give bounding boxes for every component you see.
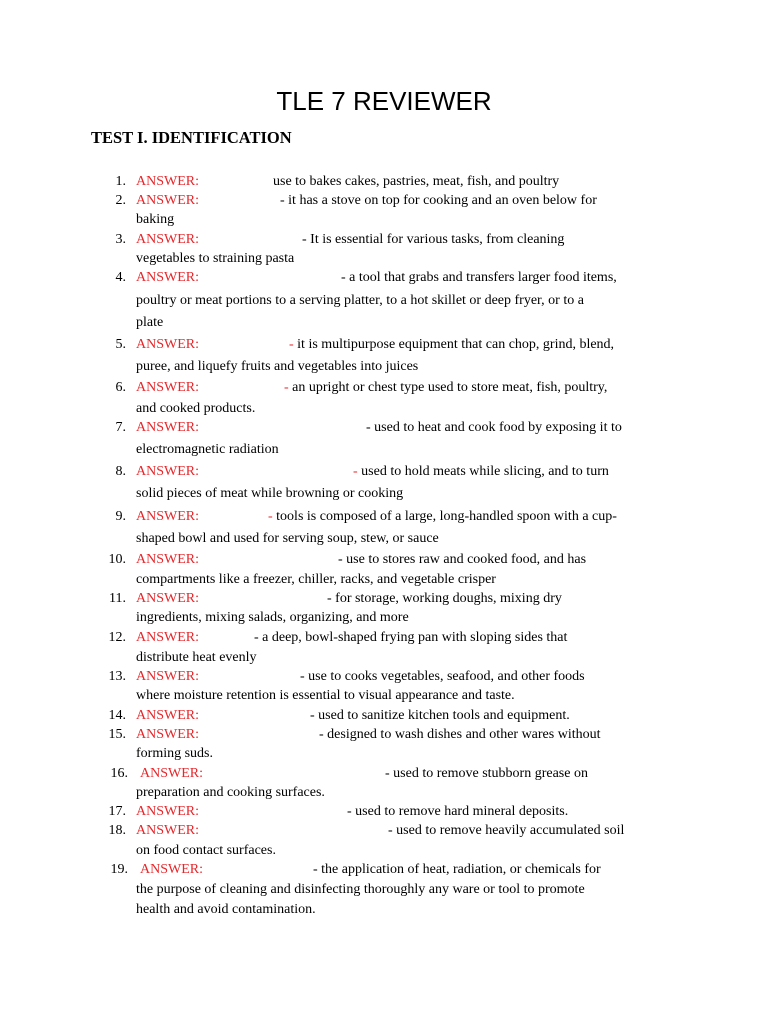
item-text-line-2: where moisture retention is essential to visual appearance and taste.	[136, 688, 515, 703]
item-text-line-1	[302, 232, 564, 248]
answer-label: ANSWER:	[136, 270, 199, 285]
item-text-line-2: ingredients, mixing salads, organizing, and more	[136, 610, 409, 625]
item-text: - for storage, working doughs, mixing dry	[327, 591, 562, 606]
item-text-line-1	[338, 552, 586, 568]
item-text-line-2: electromagnetic radiation	[136, 442, 279, 457]
item-number: 5.	[115, 337, 126, 352]
answer-dash: -	[284, 380, 293, 395]
item-text-line-1	[280, 193, 597, 209]
item-text-line-1	[289, 337, 614, 353]
page-title: TLE 7 REVIEWER	[276, 86, 492, 116]
answer-label: ANSWER:	[136, 552, 199, 567]
item-number: 1.	[115, 174, 126, 189]
item-text-line-1	[353, 464, 609, 480]
item-text-line-3: plate	[136, 315, 164, 330]
item-text-line-1	[313, 862, 601, 878]
answer-label: ANSWER:	[136, 232, 199, 247]
item-text-line-1	[284, 380, 607, 396]
item-number: 7.	[115, 420, 126, 435]
item-text-line-1	[310, 708, 570, 724]
item-text-line-2: puree, and liquefy fruits and vegetables into juices	[136, 359, 419, 374]
item-text: - a deep, bowl-shaped frying pan with sloping sides that	[254, 630, 568, 645]
section-heading: TEST I. IDENTIFICATION	[91, 128, 292, 147]
item-number: 3.	[115, 232, 126, 247]
answer-label: ANSWER:	[136, 380, 199, 395]
answer-label: ANSWER:	[136, 727, 199, 742]
item-text-line-1	[385, 766, 588, 782]
item-text-line-1	[341, 270, 617, 286]
item-number: 18.	[108, 823, 126, 838]
item-text: used to hold meats while slicing, and to turn	[361, 464, 609, 479]
answer-label: ANSWER:	[136, 669, 199, 684]
item-text: tools is composed of a large, long-handled spoon with a cup-	[276, 509, 617, 524]
item-text: - used to sanitize kitchen tools and equipment.	[310, 708, 570, 723]
item-text-line-1	[268, 509, 617, 525]
item-text-line-2: forming suds.	[136, 746, 213, 761]
item-text: - use to stores raw and cooked food, and has	[338, 552, 587, 567]
item-text-line-2: and cooked products.	[136, 401, 256, 416]
item-text-line-2: on food contact surfaces.	[136, 843, 276, 858]
answer-dash: -	[353, 464, 362, 479]
item-text: it is multipurpose equipment that can chop, grind, blend,	[297, 337, 615, 352]
item-text-line-2: shaped bowl and used for serving soup, stew, or sauce	[136, 531, 439, 546]
item-number: 15.	[108, 727, 126, 742]
item-text-line-1	[347, 804, 568, 820]
item-number: 12.	[108, 630, 126, 645]
item-text-line-1	[300, 669, 585, 685]
item-text: an upright or chest type used to store meat, fish, poultry,	[292, 380, 608, 395]
item-text-line-2: baking	[136, 212, 175, 227]
item-text-line-1	[327, 591, 562, 607]
item-text-line-1	[366, 420, 622, 436]
item-text: - It is essential for various tasks, from cleaning	[302, 232, 565, 247]
item-number: 17.	[108, 804, 126, 819]
item-text-line-3: health and avoid contamination.	[136, 902, 316, 917]
item-number: 14.	[108, 708, 126, 723]
item-number: 10.	[108, 552, 126, 567]
item-text-line-2: the purpose of cleaning and disinfecting thoroughly any ware or tool to promote	[136, 882, 585, 897]
answer-label: ANSWER:	[136, 591, 199, 606]
answer-label: ANSWER:	[136, 630, 199, 645]
answer-label: ANSWER:	[136, 509, 199, 524]
item-number: 11.	[109, 591, 126, 606]
item-text-line-2: compartments like a freezer, chiller, racks, and vegetable crisper	[136, 572, 496, 587]
item-text: - it has a stove on top for cooking and an oven below for	[280, 193, 597, 208]
item-text-line-2: preparation and cooking surfaces.	[136, 785, 325, 800]
answer-label: ANSWER:	[136, 823, 199, 838]
answer-label: ANSWER:	[140, 862, 203, 877]
item-text-line-1	[254, 630, 567, 646]
answer-label: ANSWER:	[136, 337, 199, 352]
item-text: - designed to wash dishes and other wares without	[319, 727, 601, 742]
item-text: - used to remove hard mineral deposits.	[347, 804, 569, 819]
answer-label: ANSWER:	[136, 420, 199, 435]
item-text-line-1	[273, 174, 559, 190]
item-text: - used to remove heavily accumulated soil	[388, 823, 625, 838]
item-number: 4.	[115, 270, 126, 285]
answer-dash: -	[268, 509, 277, 524]
item-number: 2.	[115, 193, 126, 208]
item-text-line-1	[319, 727, 601, 743]
answer-dash: -	[289, 337, 298, 352]
item-number: 13.	[108, 669, 126, 684]
item-text: - use to cooks vegetables, seafood, and other foods	[300, 669, 585, 684]
answer-label: ANSWER:	[136, 464, 199, 479]
answer-label: ANSWER:	[136, 804, 199, 819]
item-text-line-1	[388, 823, 624, 839]
answer-label: ANSWER:	[136, 708, 199, 723]
item-number: 19.	[110, 862, 128, 877]
item-text-line-2: vegetables to straining pasta	[136, 251, 295, 266]
item-text-line-2: poultry or meat portions to a serving platter, to a hot skillet or deep fryer, or to a	[136, 293, 584, 308]
answer-label: ANSWER:	[136, 193, 199, 208]
item-text-line-2: distribute heat evenly	[136, 650, 257, 665]
item-text: - used to heat and cook food by exposing it to	[366, 420, 622, 435]
item-number: 16.	[110, 766, 128, 781]
item-number: 6.	[115, 380, 126, 395]
item-text-line-2: solid pieces of meat while browning or cooking	[136, 486, 404, 501]
item-text: use to bakes cakes, pastries, meat, fish, and poultry	[273, 174, 560, 189]
answer-label: ANSWER:	[136, 174, 199, 189]
item-text: - used to remove stubborn grease on	[385, 766, 588, 781]
item-text: - a tool that grabs and transfers larger food items,	[341, 270, 617, 285]
item-number: 9.	[115, 509, 126, 524]
answer-label: ANSWER:	[140, 766, 203, 781]
item-number: 8.	[115, 464, 126, 479]
item-text: - the application of heat, radiation, or chemicals for	[313, 862, 601, 877]
